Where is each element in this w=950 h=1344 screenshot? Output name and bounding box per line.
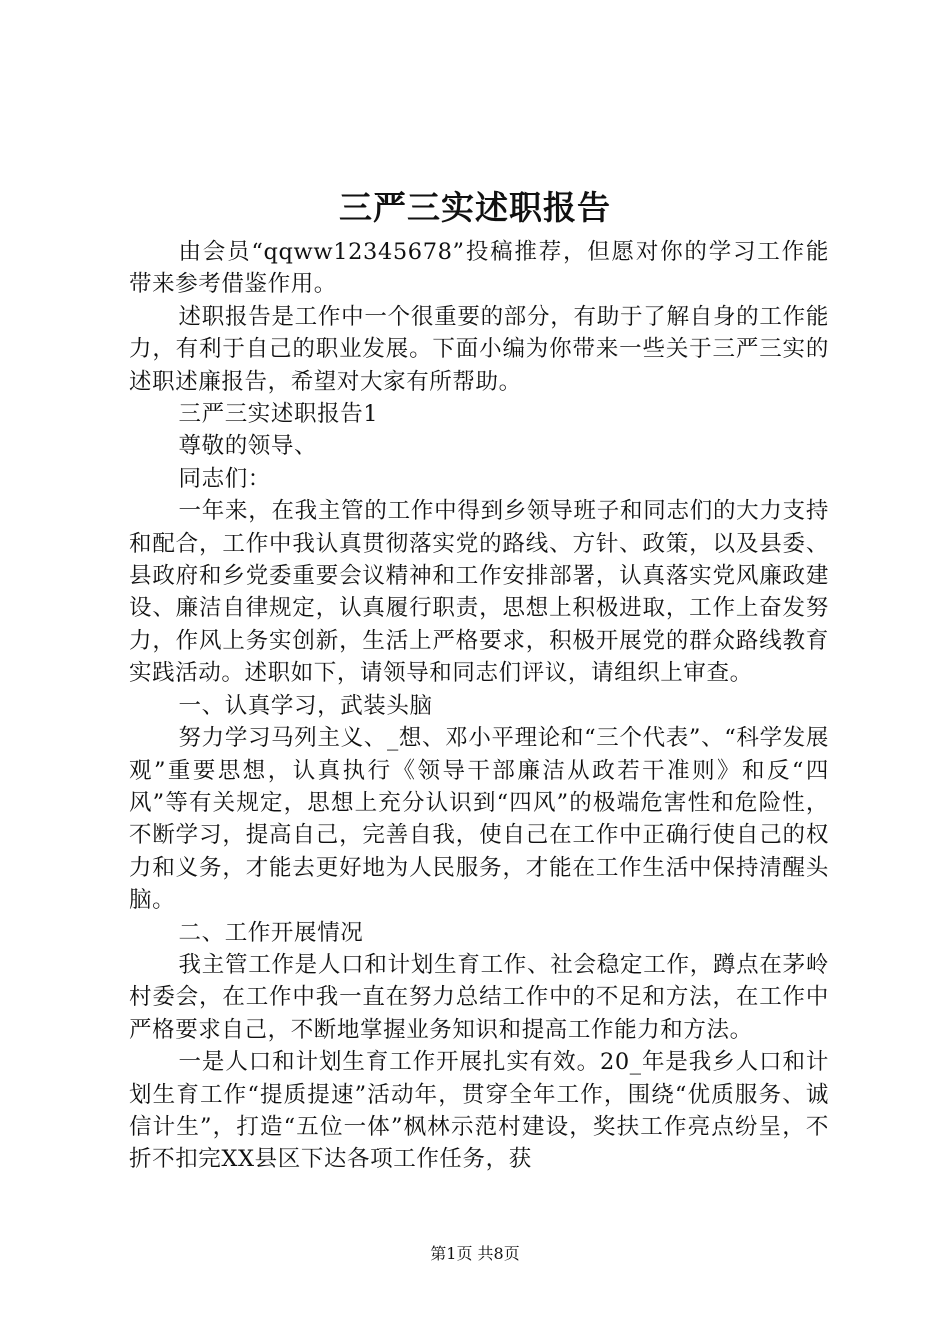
paragraph: 述职报告是工作中一个很重要的部分，有助于了解自身的工作能力，有利于自己的职业发展。下面小编为你带来一些关于三严三实的述职述廉报告，希望对大家有所帮助。 <box>129 303 829 395</box>
section-heading: 一、认真学习，武装头脑 <box>178 692 433 719</box>
paragraph: 我主管工作是人口和计划生育工作、社会稳定工作，蹲点在茅岭村委会，在工作中我一直在努力总结工作中的不足和方法，在工作中严格要求自己，不断地掌握业务知识和提高工作能力和方法。 <box>129 951 829 1043</box>
section-heading: 三严三实述职报告1 <box>178 401 379 428</box>
salutation: 尊敬的领导、 <box>178 433 318 460</box>
document-body <box>129 236 829 1176</box>
paragraph: 一是人口和计划生育工作开展扎实有效。20_年是我乡人口和计划生育工作“提质提速”活动年，贯穿全年工作，围绕“优质服务、诚信计生”，打造“五位一体”枫林示范村建设，奖扶工作亮点纷呈，不折不扣完XX县区下达各项工作任务，获 <box>129 1049 829 1173</box>
paragraph: 一年来，在我主管的工作中得到乡领导班子和同志们的大力支持和配合，工作中我认真贯彻落实党的路线、方针、政策，以及县委、县政府和乡党委重要会议精神和工作安排部署，认真落实党风廉政建设、廉洁自律规定，认真履行职责，思想上积极进取，工作上奋发努力，作风上务实创新，生活上严格要求，积极开展党的群众路线教育实践活动。述职如下，请领导和同志们评议，请组织上审查。 <box>129 498 829 687</box>
paragraph: 由会员“qqww12345678”投稿推荐，但愿对你的学习工作能带来参考借鉴作用。 <box>129 239 829 298</box>
salutation: 同志们： <box>178 465 271 492</box>
paragraph: 努力学习马列主义、_想、邓小平理论和“三个代表”、“科学发展观”重要思想，认真执行《领导干部廉洁从政若干准则》和反“四风”等有关规定，思想上充分认识到“四风”的极端危害性和危险性，不断学习，提高自己，完善自我，使自己在工作中正确行使自己的权力和义务，才能去更好地为人民服务，才能在工作生活中保持清醒头脑。 <box>129 725 829 914</box>
page-footer <box>0 1243 950 1265</box>
page-total: 共8页 <box>477 1244 520 1263</box>
document-title: 三严三实述职报告 <box>339 188 611 227</box>
section-heading: 二、工作开展情况 <box>178 919 364 946</box>
page-number: 第1页 <box>430 1244 473 1263</box>
